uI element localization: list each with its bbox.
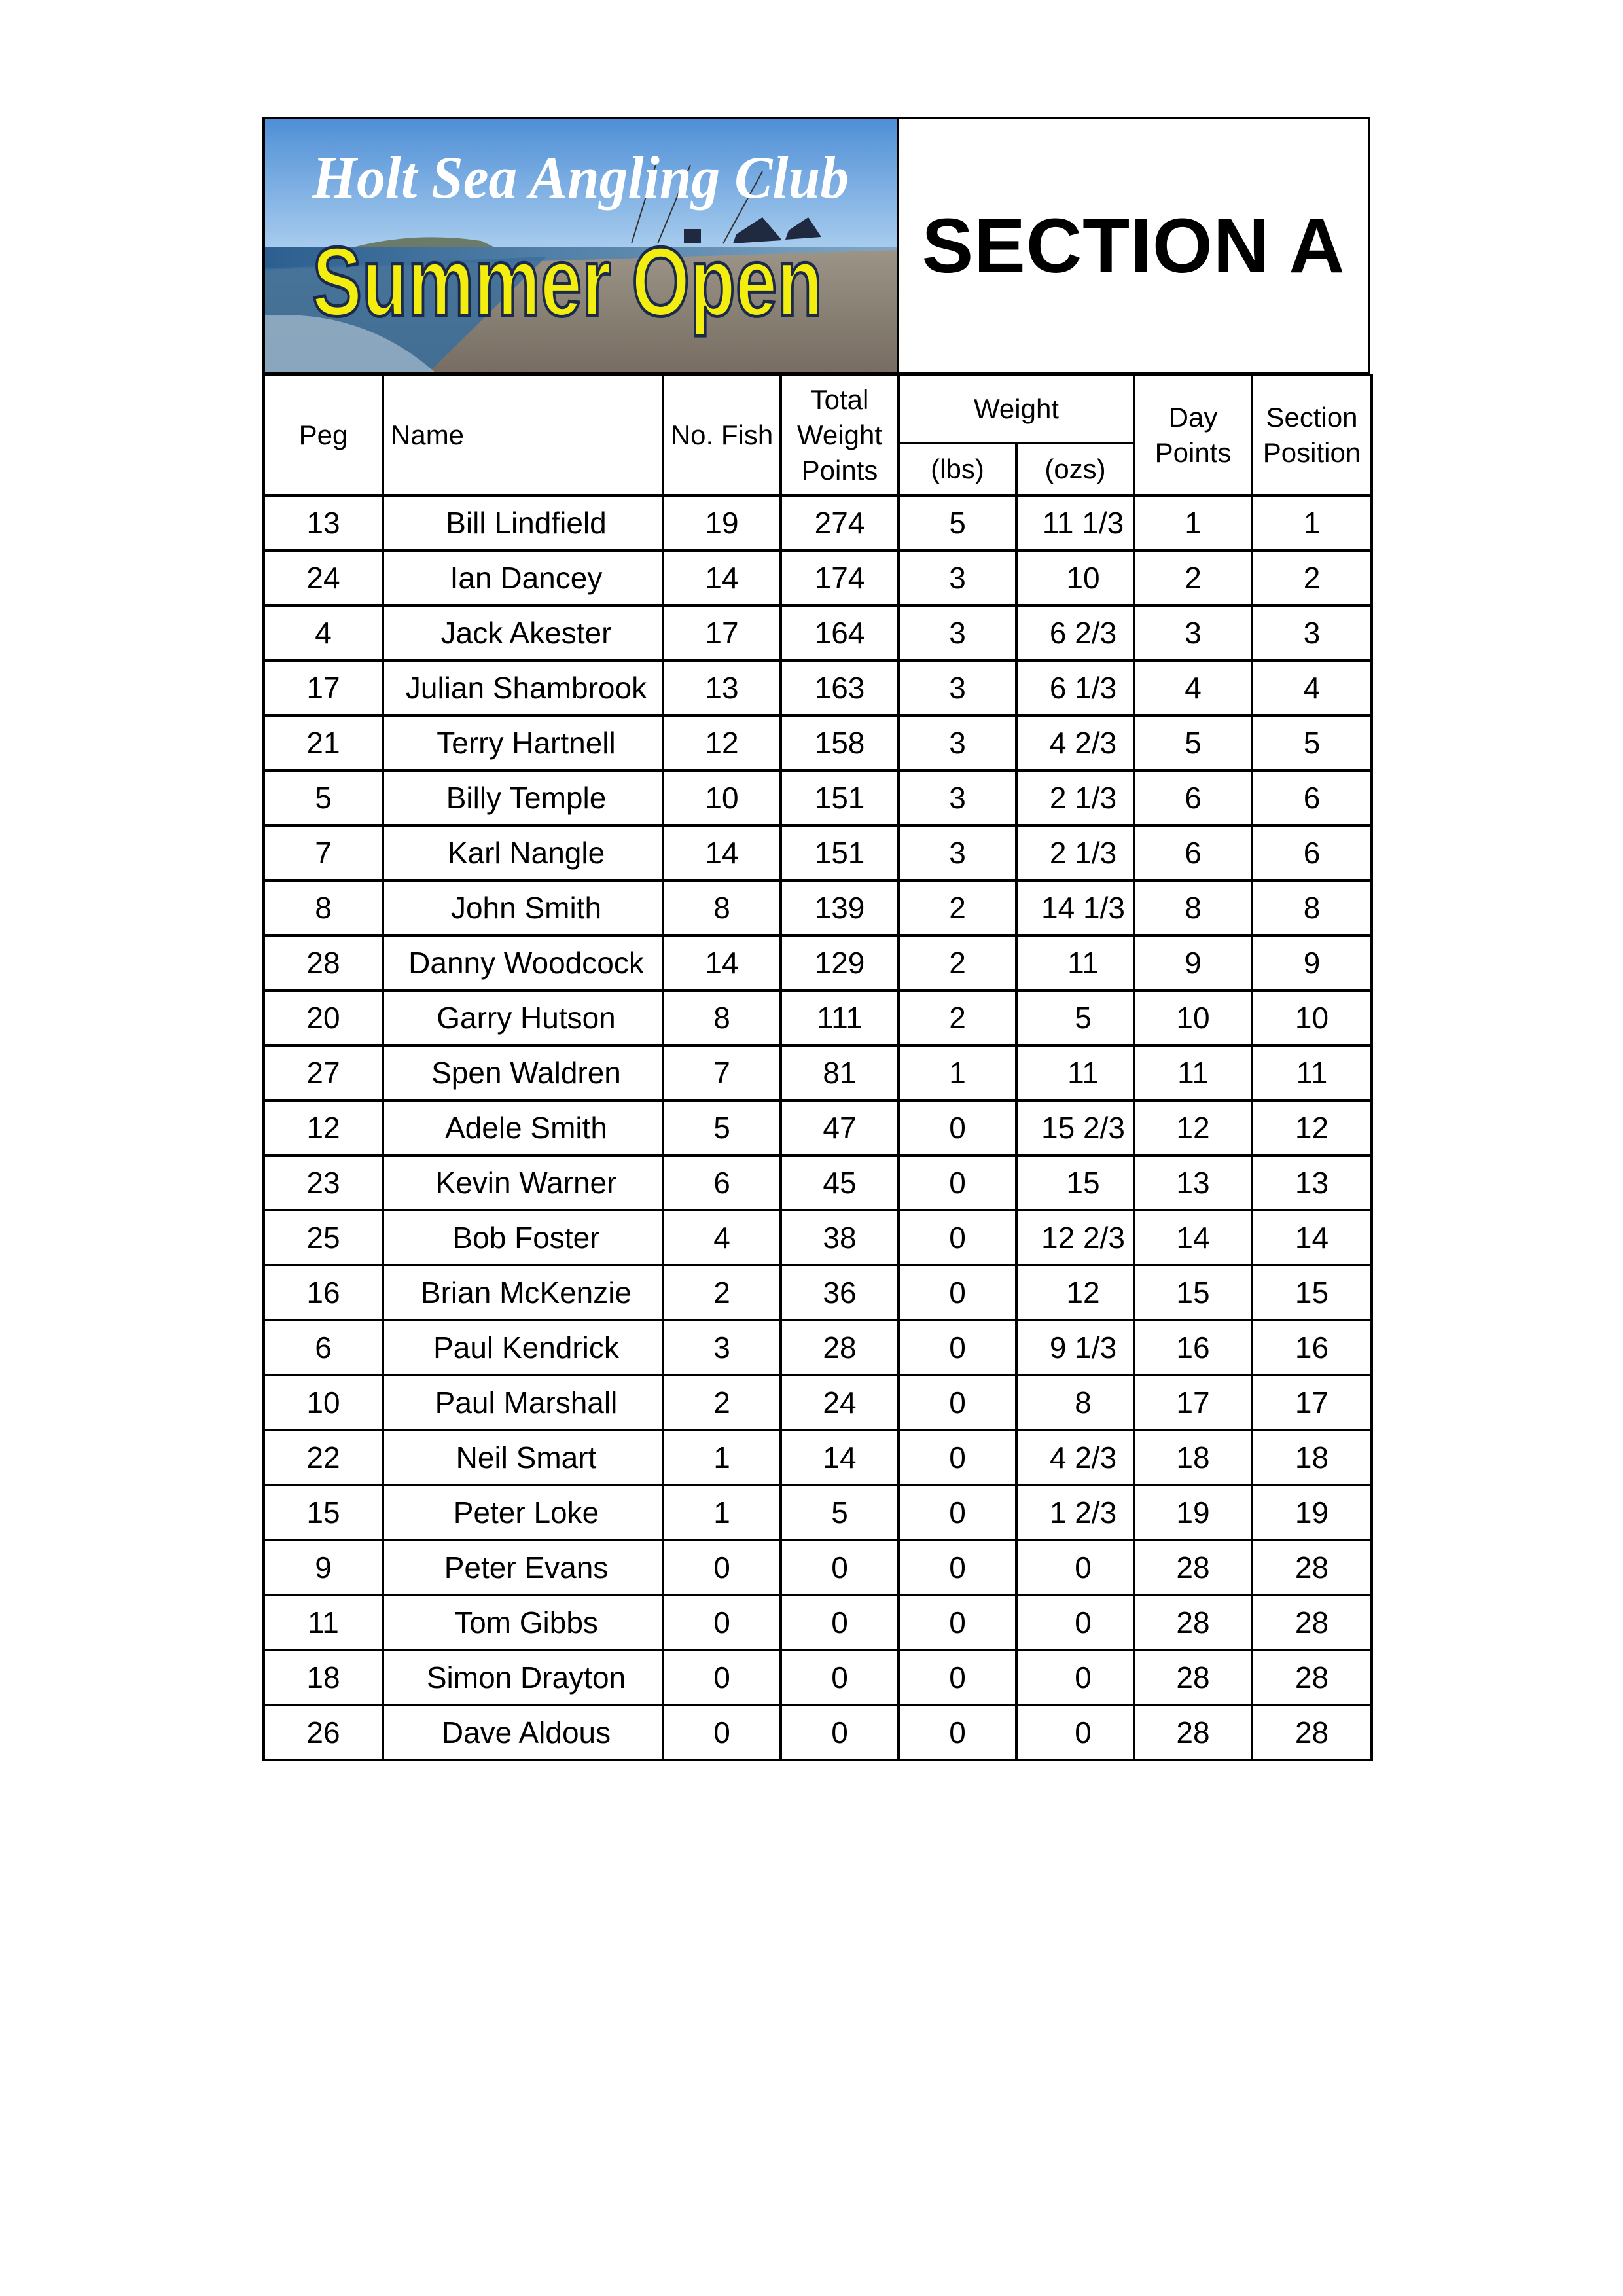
table-row: [264, 605, 1372, 660]
table-row: [264, 1265, 1372, 1320]
cell-name: Peter Evans: [383, 1540, 663, 1595]
cell-name: Kevin Warner: [383, 1155, 663, 1210]
cell-section-position: 8: [1252, 880, 1372, 935]
cell-total-weight-points: 81: [781, 1045, 899, 1100]
cell-name: Peter Loke: [383, 1485, 663, 1540]
cell-weight-ozs: 4 2/3: [1016, 715, 1134, 770]
table-row: [264, 935, 1372, 990]
cell-section-position: 4: [1252, 660, 1372, 715]
cell-weight-lbs: 2: [899, 935, 1016, 990]
cell-peg: 7: [264, 825, 383, 880]
table-row: [264, 1320, 1372, 1375]
section-title: SECTION A: [921, 202, 1346, 289]
cell-day-points: 8: [1134, 880, 1252, 935]
cell-peg: 6: [264, 1320, 383, 1375]
cell-day-points: 13: [1134, 1155, 1252, 1210]
section-heading-box: [897, 117, 1370, 375]
cell-peg: 22: [264, 1430, 383, 1485]
cell-section-position: 11: [1252, 1045, 1372, 1100]
cell-name: Bill Lindfield: [383, 495, 663, 550]
cell-name: Jack Akester: [383, 605, 663, 660]
col-total-weight-points-line: Weight: [797, 420, 882, 450]
cell-weight-lbs: 3: [899, 550, 1016, 605]
col-day-points-line: Points: [1154, 437, 1232, 468]
col-peg: Peg: [264, 375, 383, 495]
cell-total-weight-points: 129: [781, 935, 899, 990]
cell-weight-ozs: 4 2/3: [1016, 1430, 1134, 1485]
cell-peg: 8: [264, 880, 383, 935]
cell-section-position: 2: [1252, 550, 1372, 605]
cell-section-position: 5: [1252, 715, 1372, 770]
cell-day-points: 5: [1134, 715, 1252, 770]
cell-weight-ozs: 6 1/3: [1016, 660, 1134, 715]
cell-weight-ozs: 6 2/3: [1016, 605, 1134, 660]
cell-no-fish: 0: [663, 1705, 781, 1760]
cell-weight-lbs: 3: [899, 715, 1016, 770]
cell-total-weight-points: 0: [781, 1595, 899, 1650]
cell-name: Neil Smart: [383, 1430, 663, 1485]
cell-no-fish: 4: [663, 1210, 781, 1265]
cell-name: Billy Temple: [383, 770, 663, 825]
cell-day-points: 6: [1134, 770, 1252, 825]
cell-section-position: 16: [1252, 1320, 1372, 1375]
cell-peg: 25: [264, 1210, 383, 1265]
cell-day-points: 6: [1134, 825, 1252, 880]
cell-no-fish: 1: [663, 1485, 781, 1540]
cell-day-points: 18: [1134, 1430, 1252, 1485]
cell-weight-lbs: 3: [899, 605, 1016, 660]
cell-weight-lbs: 0: [899, 1100, 1016, 1155]
cell-no-fish: 19: [663, 495, 781, 550]
cell-no-fish: 8: [663, 990, 781, 1045]
cell-weight-ozs: 11 1/3: [1016, 495, 1134, 550]
cell-name: Garry Hutson: [383, 990, 663, 1045]
beach-photo: [265, 119, 897, 372]
cell-no-fish: 0: [663, 1650, 781, 1705]
col-total-weight-points-line: Points: [801, 455, 878, 486]
cell-section-position: 28: [1252, 1540, 1372, 1595]
cell-weight-lbs: 3: [899, 825, 1016, 880]
cell-total-weight-points: 45: [781, 1155, 899, 1210]
cell-day-points: 28: [1134, 1540, 1252, 1595]
cell-name: Terry Hartnell: [383, 715, 663, 770]
cell-total-weight-points: 24: [781, 1375, 899, 1430]
cell-name: John Smith: [383, 880, 663, 935]
cell-total-weight-points: 151: [781, 825, 899, 880]
cell-total-weight-points: 158: [781, 715, 899, 770]
cell-weight-ozs: 15 2/3: [1016, 1100, 1134, 1155]
cell-peg: 21: [264, 715, 383, 770]
cell-weight-ozs: 5: [1016, 990, 1134, 1045]
cell-total-weight-points: 151: [781, 770, 899, 825]
cell-weight-ozs: 1 2/3: [1016, 1485, 1134, 1540]
table-row: [264, 1650, 1372, 1705]
table-row: [264, 1210, 1372, 1265]
cell-peg: 24: [264, 550, 383, 605]
cell-section-position: 3: [1252, 605, 1372, 660]
cell-weight-ozs: 9 1/3: [1016, 1320, 1134, 1375]
cell-weight-lbs: 0: [899, 1485, 1016, 1540]
table-row: [264, 770, 1372, 825]
cell-weight-ozs: 11: [1016, 935, 1134, 990]
cell-weight-ozs: 0: [1016, 1540, 1134, 1595]
cell-day-points: 28: [1134, 1705, 1252, 1760]
cell-weight-ozs: 14 1/3: [1016, 880, 1134, 935]
cell-total-weight-points: 38: [781, 1210, 899, 1265]
cell-section-position: 9: [1252, 935, 1372, 990]
cell-section-position: 6: [1252, 770, 1372, 825]
cell-total-weight-points: 28: [781, 1320, 899, 1375]
cell-section-position: 10: [1252, 990, 1372, 1045]
cell-total-weight-points: 36: [781, 1265, 899, 1320]
cell-no-fish: 0: [663, 1540, 781, 1595]
banner-line2: Summer Open: [312, 226, 823, 336]
cell-weight-lbs: 0: [899, 1650, 1016, 1705]
table-row: [264, 1430, 1372, 1485]
cell-peg: 16: [264, 1265, 383, 1320]
cell-no-fish: 5: [663, 1100, 781, 1155]
col-weight: Weight: [899, 375, 1134, 443]
cell-total-weight-points: 5: [781, 1485, 899, 1540]
cell-weight-lbs: 0: [899, 1265, 1016, 1320]
cell-weight-lbs: 0: [899, 1540, 1016, 1595]
cell-day-points: 4: [1134, 660, 1252, 715]
cell-weight-ozs: 8: [1016, 1375, 1134, 1430]
cell-day-points: 1: [1134, 495, 1252, 550]
cell-no-fish: 1: [663, 1430, 781, 1485]
cell-weight-ozs: 15: [1016, 1155, 1134, 1210]
cell-weight-ozs: 12: [1016, 1265, 1134, 1320]
cell-section-position: 28: [1252, 1595, 1372, 1650]
cell-total-weight-points: 0: [781, 1540, 899, 1595]
col-day-points: [1134, 375, 1252, 495]
cell-peg: 20: [264, 990, 383, 1045]
cell-peg: 4: [264, 605, 383, 660]
cell-no-fish: 3: [663, 1320, 781, 1375]
cell-no-fish: 2: [663, 1265, 781, 1320]
table-row: [264, 1155, 1372, 1210]
cell-no-fish: 14: [663, 825, 781, 880]
cell-name: Tom Gibbs: [383, 1595, 663, 1650]
cell-weight-lbs: 0: [899, 1155, 1016, 1210]
table-row: [264, 1540, 1372, 1595]
club-banner: [262, 117, 899, 375]
cell-peg: 13: [264, 495, 383, 550]
table-row: [264, 1485, 1372, 1540]
table-row: [264, 1100, 1372, 1155]
cell-name: Paul Marshall: [383, 1375, 663, 1430]
cell-weight-ozs: 11: [1016, 1045, 1134, 1100]
cell-day-points: 2: [1134, 550, 1252, 605]
table-row: [264, 825, 1372, 880]
cell-name: Bob Foster: [383, 1210, 663, 1265]
cell-weight-ozs: 0: [1016, 1650, 1134, 1705]
cell-weight-ozs: 0: [1016, 1705, 1134, 1760]
header-row: [264, 375, 1372, 443]
col-total-weight-points: [781, 375, 899, 495]
cell-name: Paul Kendrick: [383, 1320, 663, 1375]
cell-no-fish: 12: [663, 715, 781, 770]
cell-weight-lbs: 0: [899, 1320, 1016, 1375]
cell-name: Karl Nangle: [383, 825, 663, 880]
cell-total-weight-points: 47: [781, 1100, 899, 1155]
cell-peg: 23: [264, 1155, 383, 1210]
col-section-position: [1252, 375, 1372, 495]
cell-day-points: 19: [1134, 1485, 1252, 1540]
cell-section-position: 6: [1252, 825, 1372, 880]
cell-section-position: 18: [1252, 1430, 1372, 1485]
cell-weight-lbs: 2: [899, 990, 1016, 1045]
table-row: [264, 1595, 1372, 1650]
cell-no-fish: 6: [663, 1155, 781, 1210]
cell-total-weight-points: 111: [781, 990, 899, 1045]
cell-name: Danny Woodcock: [383, 935, 663, 990]
cell-day-points: 15: [1134, 1265, 1252, 1320]
cell-no-fish: 13: [663, 660, 781, 715]
cell-weight-ozs: 2 1/3: [1016, 770, 1134, 825]
table-row: [264, 1375, 1372, 1430]
cell-day-points: 28: [1134, 1595, 1252, 1650]
cell-peg: 9: [264, 1540, 383, 1595]
cell-weight-ozs: 0: [1016, 1595, 1134, 1650]
cell-peg: 18: [264, 1650, 383, 1705]
cell-total-weight-points: 274: [781, 495, 899, 550]
cell-section-position: 13: [1252, 1155, 1372, 1210]
cell-no-fish: 8: [663, 880, 781, 935]
cell-total-weight-points: 14: [781, 1430, 899, 1485]
cell-section-position: 28: [1252, 1705, 1372, 1760]
cell-weight-ozs: 10: [1016, 550, 1134, 605]
table-row: [264, 495, 1372, 550]
table-row: [264, 715, 1372, 770]
cell-total-weight-points: 174: [781, 550, 899, 605]
cell-name: Julian Shambrook: [383, 660, 663, 715]
cell-section-position: 14: [1252, 1210, 1372, 1265]
results-table: [262, 374, 1373, 1761]
col-section-position-line: Section: [1266, 402, 1358, 433]
col-ozs: (ozs): [1016, 443, 1134, 495]
cell-no-fish: 10: [663, 770, 781, 825]
cell-weight-lbs: 3: [899, 660, 1016, 715]
cell-day-points: 9: [1134, 935, 1252, 990]
table-row: [264, 880, 1372, 935]
cell-peg: 15: [264, 1485, 383, 1540]
cell-weight-ozs: 12 2/3: [1016, 1210, 1134, 1265]
cell-name: Ian Dancey: [383, 550, 663, 605]
cell-section-position: 1: [1252, 495, 1372, 550]
col-no-fish: No. Fish: [663, 375, 781, 495]
cell-weight-lbs: 0: [899, 1375, 1016, 1430]
cell-name: Spen Waldren: [383, 1045, 663, 1100]
cell-total-weight-points: 164: [781, 605, 899, 660]
cell-peg: 10: [264, 1375, 383, 1430]
cell-name: Dave Aldous: [383, 1705, 663, 1760]
cell-name: Simon Drayton: [383, 1650, 663, 1705]
col-lbs: (lbs): [899, 443, 1016, 495]
col-section-position-line: Position: [1262, 437, 1361, 468]
cell-peg: 27: [264, 1045, 383, 1100]
table-row: [264, 1045, 1372, 1100]
cell-no-fish: 0: [663, 1595, 781, 1650]
col-day-points-line: Day: [1168, 402, 1218, 433]
table-row: [264, 660, 1372, 715]
cell-section-position: 19: [1252, 1485, 1372, 1540]
cell-total-weight-points: 0: [781, 1650, 899, 1705]
cell-day-points: 10: [1134, 990, 1252, 1045]
cell-no-fish: 7: [663, 1045, 781, 1100]
cell-peg: 5: [264, 770, 383, 825]
cell-day-points: 16: [1134, 1320, 1252, 1375]
cell-total-weight-points: 139: [781, 880, 899, 935]
col-name: Name: [383, 375, 663, 495]
cell-total-weight-points: 163: [781, 660, 899, 715]
result-rows: [264, 495, 1372, 1760]
cell-section-position: 12: [1252, 1100, 1372, 1155]
cell-no-fish: 14: [663, 935, 781, 990]
cell-day-points: 11: [1134, 1045, 1252, 1100]
cell-section-position: 17: [1252, 1375, 1372, 1430]
cell-day-points: 28: [1134, 1650, 1252, 1705]
cell-weight-lbs: 0: [899, 1210, 1016, 1265]
cell-section-position: 15: [1252, 1265, 1372, 1320]
table-row: [264, 550, 1372, 605]
table-row: [264, 990, 1372, 1045]
banner-line1: Holt Sea Angling Club: [312, 144, 849, 211]
cell-peg: 28: [264, 935, 383, 990]
cell-no-fish: 2: [663, 1375, 781, 1430]
cell-peg: 17: [264, 660, 383, 715]
cell-day-points: 17: [1134, 1375, 1252, 1430]
cell-no-fish: 17: [663, 605, 781, 660]
cell-peg: 26: [264, 1705, 383, 1760]
cell-name: Adele Smith: [383, 1100, 663, 1155]
cell-weight-lbs: 0: [899, 1430, 1016, 1485]
cell-day-points: 3: [1134, 605, 1252, 660]
cell-day-points: 12: [1134, 1100, 1252, 1155]
cell-weight-lbs: 5: [899, 495, 1016, 550]
col-total-weight-points-line: Total: [810, 384, 869, 415]
cell-weight-ozs: 2 1/3: [1016, 825, 1134, 880]
table-row: [264, 1705, 1372, 1760]
cell-weight-lbs: 1: [899, 1045, 1016, 1100]
cell-weight-lbs: 3: [899, 770, 1016, 825]
cell-weight-lbs: 0: [899, 1705, 1016, 1760]
cell-weight-lbs: 0: [899, 1595, 1016, 1650]
cell-name: Brian McKenzie: [383, 1265, 663, 1320]
cell-total-weight-points: 0: [781, 1705, 899, 1760]
cell-weight-lbs: 2: [899, 880, 1016, 935]
cell-section-position: 28: [1252, 1650, 1372, 1705]
cell-peg: 11: [264, 1595, 383, 1650]
cell-peg: 12: [264, 1100, 383, 1155]
cell-no-fish: 14: [663, 550, 781, 605]
cell-day-points: 14: [1134, 1210, 1252, 1265]
